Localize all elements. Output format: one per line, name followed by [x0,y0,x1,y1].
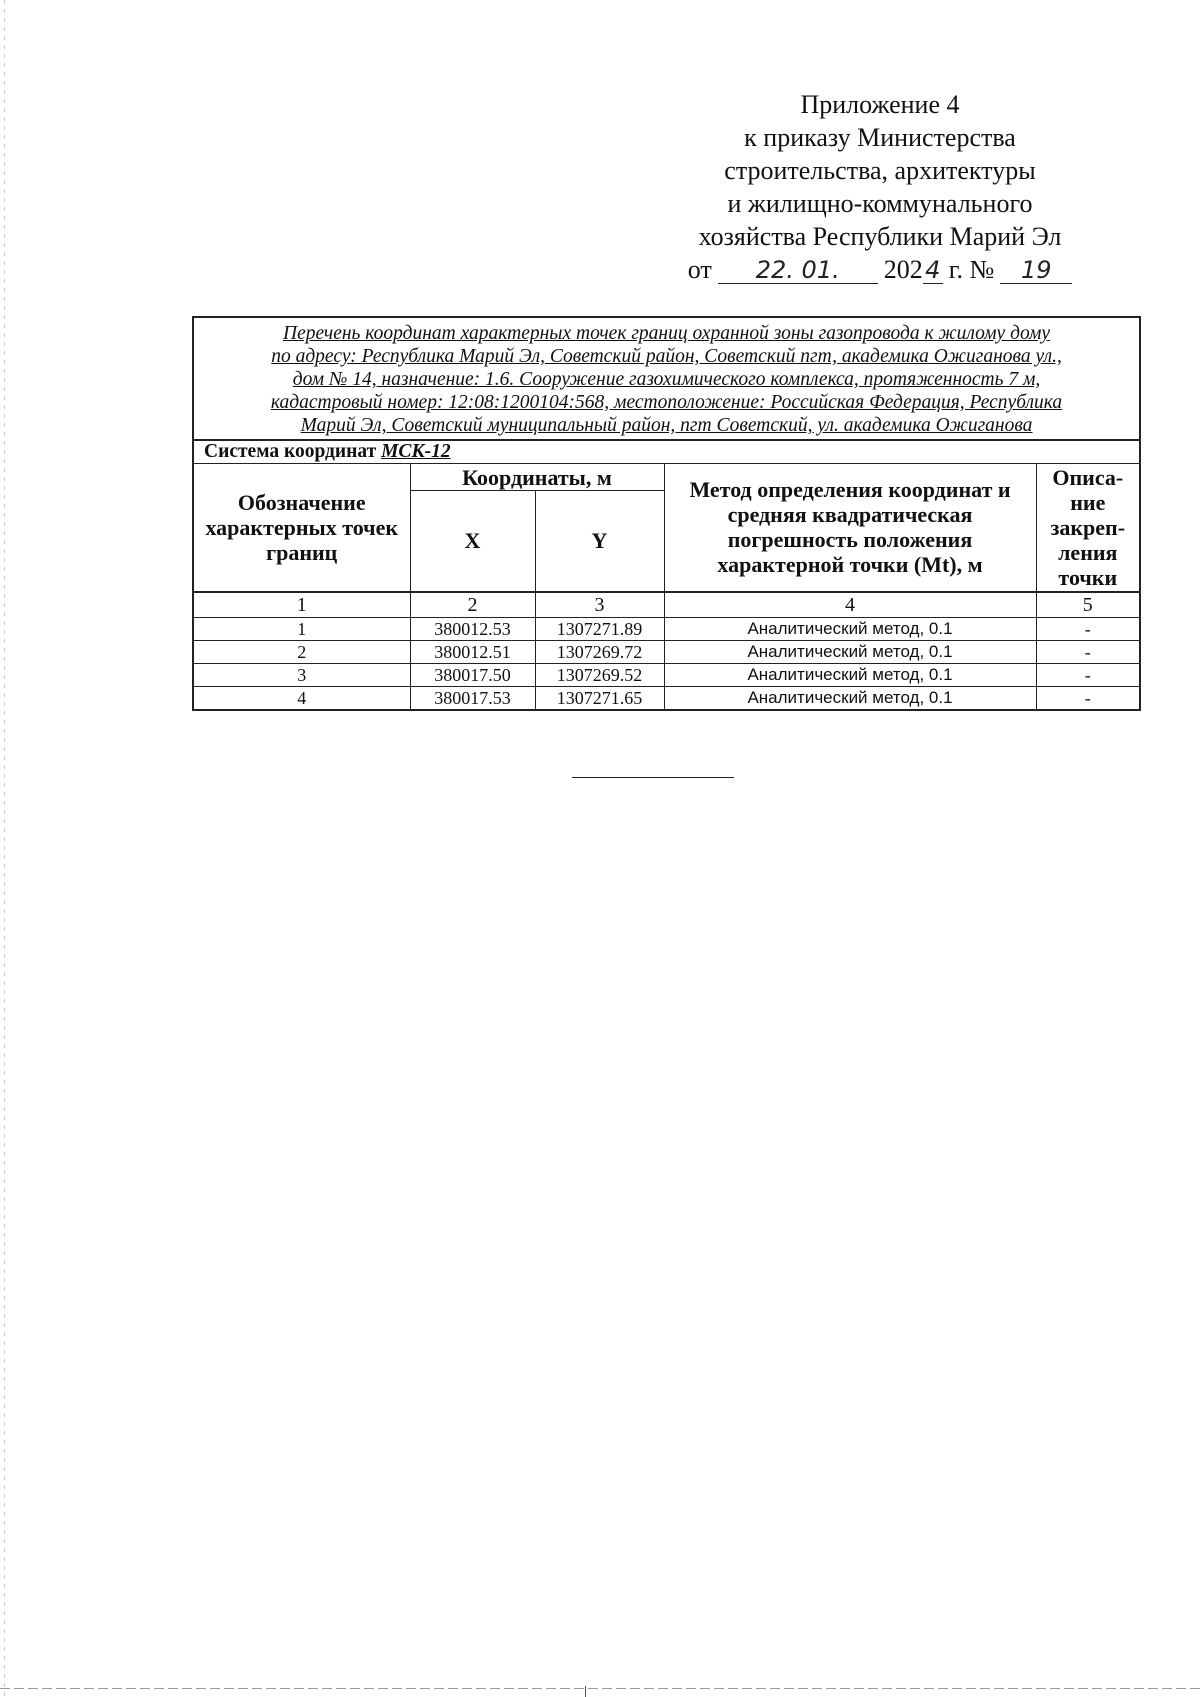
header-method [664,464,1036,592]
x-cell: 380012.51 [410,640,535,663]
header-x: X [410,491,535,592]
scan-tick-mark [585,1686,586,1697]
scan-left-edge [4,0,5,1697]
coordinate-system-filler [664,440,1140,464]
caption-line: Марий Эл, Советский муниципальный район, пгт Советский, ул. академика Ожиганова [300,415,1033,436]
header-method-line: погрешность положения [727,527,973,553]
coordinate-system [193,440,664,464]
table-caption-row [193,317,1140,440]
point-cell: 2 [193,640,410,663]
column-number: 2 [410,592,535,618]
table-row [193,686,1140,710]
end-of-document-rule [572,777,734,778]
table-row [193,640,1140,663]
header-point-line: Обозначение [237,489,366,515]
header-row-1 [193,464,1140,491]
header-line-ministry-3: хозяйства Республики Марий Эл [698,222,1062,251]
header-point-line: границ [266,539,338,565]
column-number-row [193,592,1140,618]
header-desc-line: ления [1058,539,1118,565]
header-method-line: средняя квадратическая [727,502,973,528]
year-prefix: 202 [883,255,923,284]
column-number: 3 [535,592,664,618]
caption-line: по адресу: Республика Марий Эл, Советский район, Советский пгт, академика Ожиганова ул., [271,346,1062,367]
scan-bottom-edge [0,1688,1200,1689]
header-coordinates: Координаты, м [410,464,664,491]
header-desc-line: закреп- [1050,514,1126,540]
coordinate-system-label: Система координат [204,441,377,462]
handwritten-number: 19 [1000,257,1072,284]
description-cell: - [1036,663,1140,686]
header-y: Y [535,491,664,592]
header-line-ministry-2: и жилищно-коммунального [727,189,1033,218]
header-line-annex: Приложение 4 [800,90,960,119]
order-date-line [640,253,1120,286]
caption-line: кадастровый номер: 12:08:1200104:568, местоположение: Российская Федерация, Республика [270,392,1063,413]
column-number: 1 [193,592,410,618]
header-method-line: Метод определения координат и [689,477,1011,503]
x-cell: 380012.53 [410,617,535,640]
description-cell: - [1036,617,1140,640]
table-row [193,617,1140,640]
handwritten-date: 22. 01. [718,257,878,284]
number-prefix: г. № [948,255,995,284]
caption-line: дом № 14, назначение: 1.6. Сооружение газохимического комплекса, протяженность 7 м, [292,369,1041,390]
handwritten-year: 4 [923,257,943,284]
header-description [1036,464,1140,592]
column-number: 5 [1036,592,1140,618]
x-cell: 380017.50 [410,663,535,686]
header-method-line: характерной точки (Mt), м [717,552,983,578]
point-cell: 3 [193,663,410,686]
caption-line: Перечень координат характерных точек границ охранной зоны газопровода к жилому дому [283,323,1051,344]
point-cell: 1 [193,617,410,640]
y-cell: 1307269.52 [535,663,664,686]
header-point-designation [193,464,410,592]
table-caption [193,317,1140,440]
column-number: 4 [664,592,1036,618]
y-cell: 1307269.72 [535,640,664,663]
coordinates-table [192,316,1141,711]
header-desc-line: точки [1058,564,1118,590]
table-row [193,663,1140,686]
header-desc-line: Описа- [1052,464,1124,490]
description-cell: - [1036,640,1140,663]
y-cell: 1307271.65 [535,686,664,710]
description-cell: - [1036,686,1140,710]
header-line-ministry-1: строительства, архитектуры [724,156,1036,185]
order-annex-header [640,88,1120,286]
coordinate-system-row [193,440,1140,464]
header-point-line: характерных точек [205,514,399,540]
method-cell: Аналитический метод, 0.1 [664,686,1036,710]
header-desc-line: ние [1070,489,1106,515]
point-cell: 4 [193,686,410,710]
method-cell: Аналитический метод, 0.1 [664,640,1036,663]
method-cell: Аналитический метод, 0.1 [664,617,1036,640]
method-cell: Аналитический метод, 0.1 [664,663,1036,686]
coordinate-system-name: МСК-12 [381,441,451,462]
date-prefix: от [687,255,712,284]
header-line-order: к приказу Министерства [744,123,1016,152]
x-cell: 380017.53 [410,686,535,710]
y-cell: 1307271.89 [535,617,664,640]
